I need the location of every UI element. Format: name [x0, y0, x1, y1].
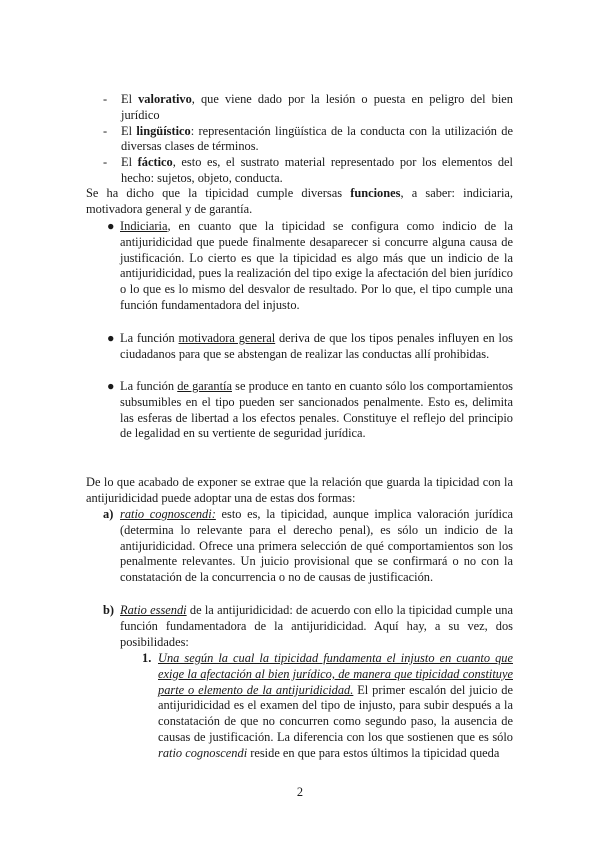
bullet-icon: ●	[107, 331, 115, 345]
list-item: - El valorativo, que viene dado por la lesión o puesta en peligro del bien jurídico	[103, 92, 513, 122]
relacion-paragraph: De lo que acabado de exponer se extrae que la relación que guarda la tipicidad con la antijuridicidad puede adoptar una de estas dos formas:	[86, 475, 513, 505]
item-a-label: a)	[103, 507, 114, 521]
dash-marker: -	[103, 92, 108, 106]
item-b-label: b)	[103, 603, 115, 617]
page-number: 2	[296, 785, 304, 799]
bullet-icon: ●	[107, 219, 115, 233]
dash-marker: -	[103, 123, 108, 138]
dash-list	[103, 92, 513, 187]
document-page: - El valorativo, que viene dado por la lesión o puesta en peligro del bien jurídico - El lingüístico: representación lingüística de la conducta con la utilización de diversas clases de términos. - El fáctico, esto es, el sustrato material representado por los elementos del hecho: sujetos, objeto, conducta. Se ha dicho que la tipicidad cumple diversas funciones, a saber: indiciaria, motivadora general y de garantía. ● Indiciaria, en cuanto que la tipicidad se configura como indicio de la antijuridicidad que puede finalmente desaparecer si concurre alguna causa de justificación. Lo cierto es que la tipicidad es algo más que un indicio de la antijuridicidad, pues la realización del tipo exige la afectación del bien jurídico o lo que es lo mismo del desvalor de resultado. Por lo que, el tipo cumple una función fundamentadora del injusto. ● La función motivadora general deriva de que los tipos penales influyen en los ciudadanos para que se abstengan de realizar las conductas allí prohibidas. ● La función de garantía se produce en tanto en cuanto sólo los comportamientos subsumibles en el tipo pueden ser sancionados penalmente. Esto es, delimita las esferas de libertad a los efectos penales. Constituye el reflejo del principio de legalidad en su vertiente de seguridad jurídica. De lo que acabado de exponer se extrae que la relación que guarda la tipicidad con la antijuridicidad puede adoptar una de estas dos formas: a) ratio cognoscendi: esto es, la tipicidad, aunque implica valoración jurídica (determina lo relevante para el derecho penal), es sólo un indicio de la antijuridicidad. Ofrece una primera selección de qué comportamientos son los penalmente relevantes. Un juicio provisional que se confirmará o no con la constatación de la concurrencia o no de causas de justificación. b) Ratio essendi de la antijuridicidad: de acuerdo con ello la tipicidad cumple una función fundamentadora de la antijuridicidad. Aquí hay, a su vez, dos posibilidades: 1. Una según la cual la tipicidad fundamenta el injusto en cuanto que exige la afectación al bien jurídico, de manera que tipicidad constituye parte o elemento de la antijuridicidad. El primer escalón del juicio de antijuridicidad es el examen del tipo de injusto, para subir después a la constatación de que no concurren como segundo paso, la ausencia de causas de justificación. La diferencia con los que sostienen que es sólo ratio cognoscendi reside en que para estos últimos la tipicidad queda 2	[0, 0, 600, 848]
bullet-icon: ●	[107, 379, 115, 393]
dash-marker: -	[103, 155, 108, 170]
sub-item-1-title: Una según la cual la tipicidad fundamenta el injusto en cuanto que exige la afectación al bien jurídico, de manera que tipicidad constituye parte o elemento de la antijuridicidad.	[158, 651, 513, 697]
item-a-title: ratio cognoscendi:	[120, 507, 216, 521]
item-b-title: Ratio essendi	[120, 603, 187, 617]
list-item: - El lingüístico: representación lingüística de la conducta con la utilización de diversas clases de términos.	[103, 123, 513, 154]
sub-item-1-label: 1.	[142, 651, 152, 665]
funciones-paragraph: Se ha dicho que la tipicidad cumple diversas funciones, a saber: indiciaria, motivadora general y de garantía.	[86, 186, 514, 216]
list-item: - El fáctico, esto es, el sustrato material representado por los elementos del hecho: sujetos, objeto, conducta.	[103, 155, 513, 185]
